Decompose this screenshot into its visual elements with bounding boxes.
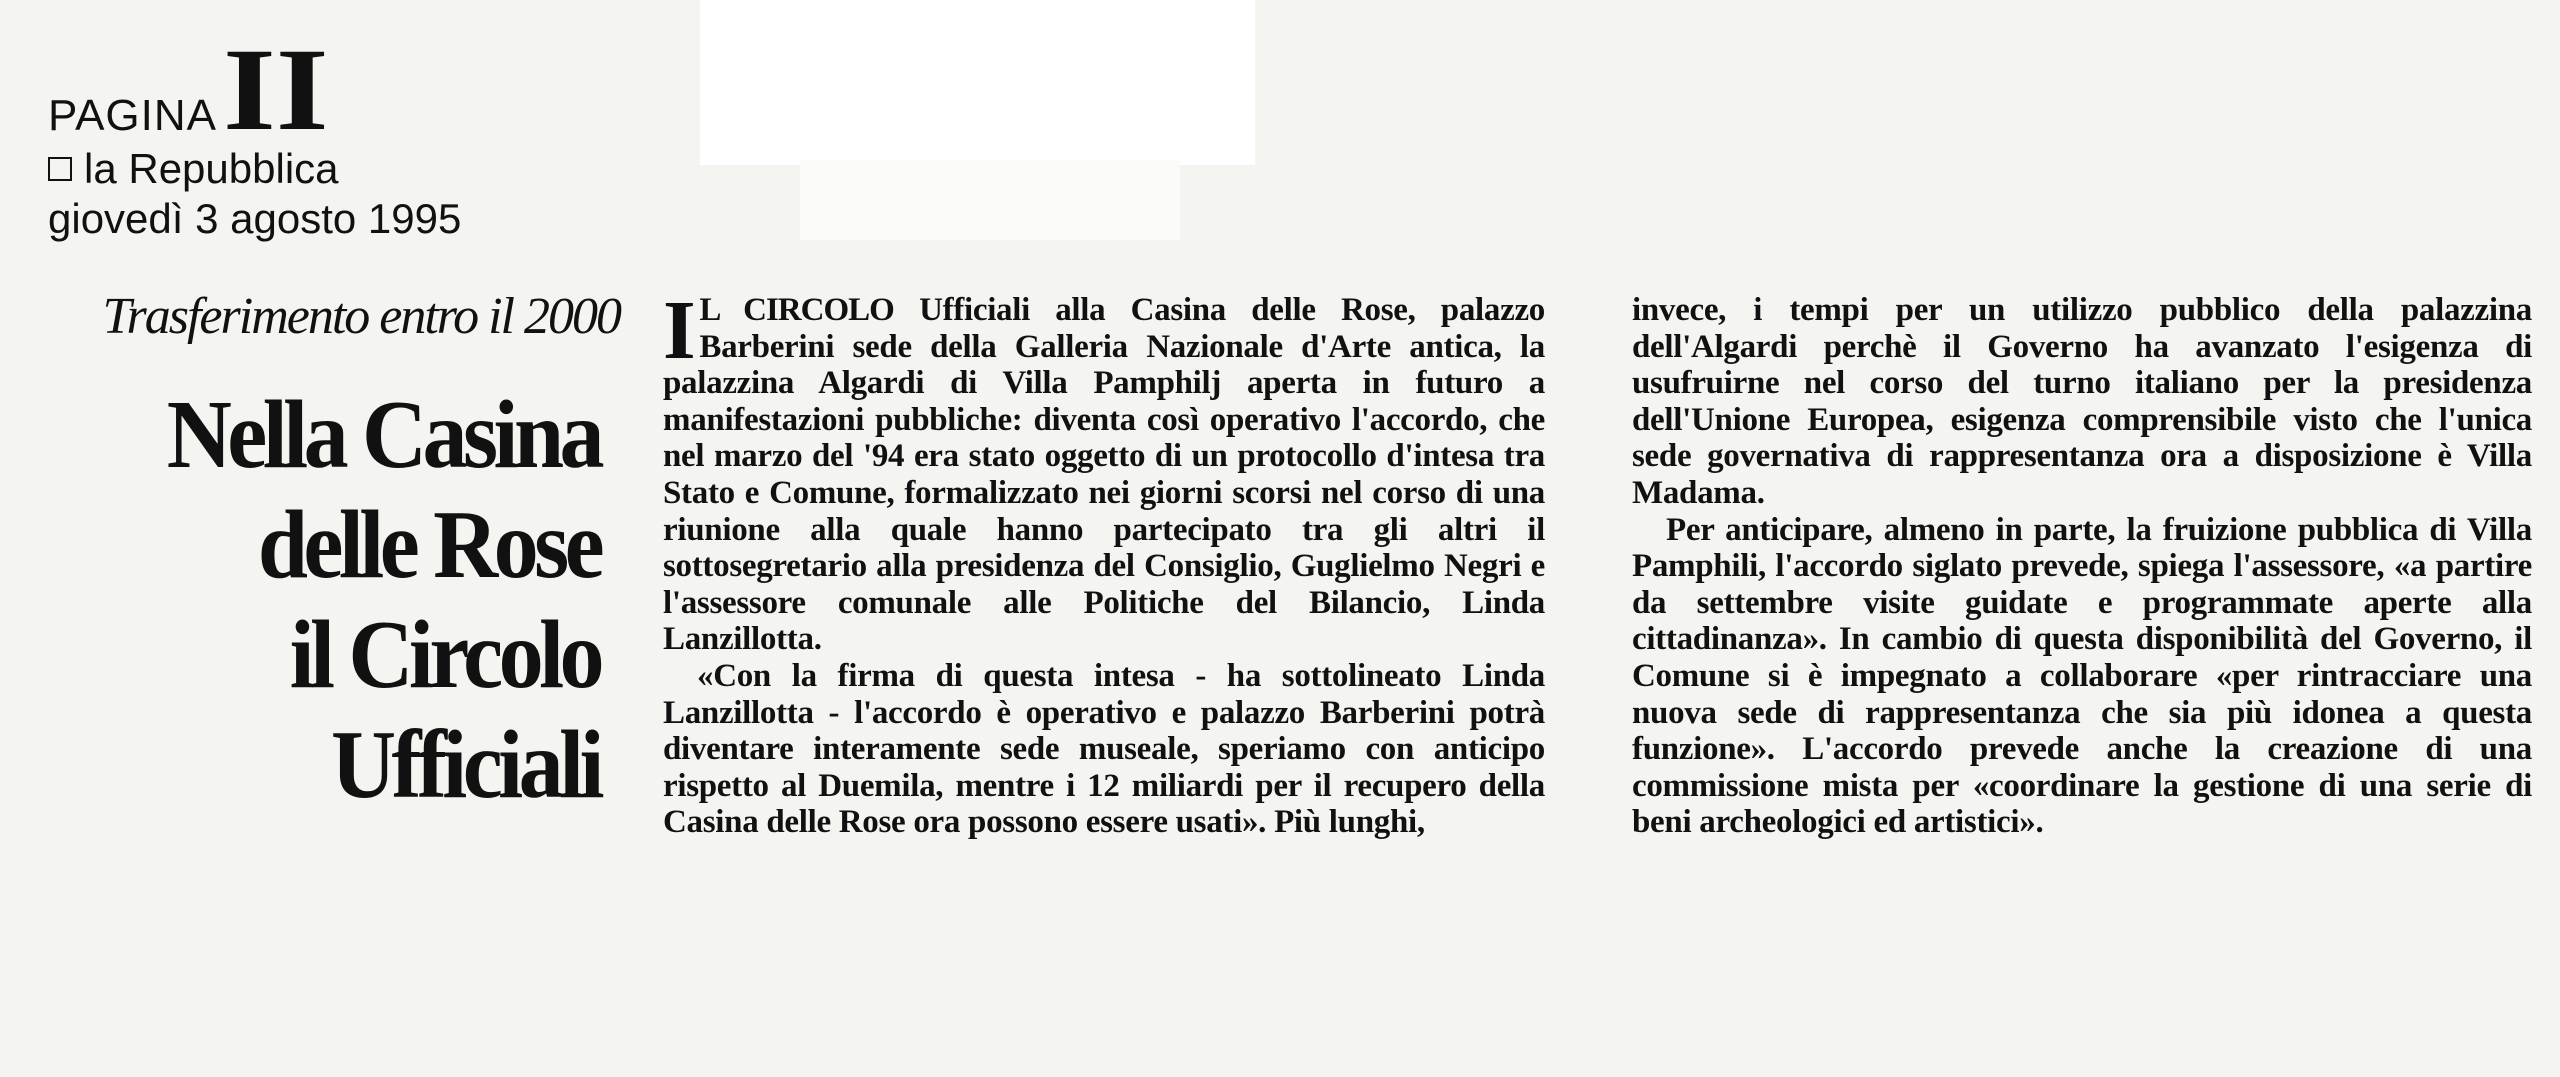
page-indicator xyxy=(48,23,608,155)
article-paragraph: «Con la firma di questa intesa - ha sottolineato Linda Lanzillotta - l'accordo è operativo e palazzo Barberini potrà diventare interamente sede museale, speriamo con anticipo rispetto al Duemila, mentre i 12 miliardi per il recupero della Casina delle Rose ora possono essere usati». Più lunghi, xyxy=(663,657,1545,841)
headline-line-4: Ufficiali xyxy=(330,711,600,819)
headline-line-1: Nella Casina xyxy=(166,381,600,489)
paragraph-text: Ufficiali alla Casina delle Rose, palazzo Barberini sede della Galleria Nazionale d'Arte antica, la palazzina Algardi di Villa Pamphilj aperta in futuro a manifestazioni pubbliche: diventa così operativo l'accordo, che nel marzo del '94 era stato oggetto di un protocollo d'intesa tra Stato e Comune, formalizzato nei giorni scorsi nel corso di una riunione alla quale hanno partecipato tra gli altri il sottosegretario alla presidenza del Consiglio, Guglielmo Negri e l'assessore comunale alle Politiche del Bilancio, Linda Lanzillotta. xyxy=(663,292,1546,658)
article-column-2 xyxy=(1632,292,2532,841)
headline-line-3: il Circolo xyxy=(289,601,600,709)
headline xyxy=(20,380,600,820)
masthead xyxy=(48,23,608,244)
article-paragraph xyxy=(663,284,1546,658)
publication-date: giovedì 3 agosto 1995 xyxy=(48,195,462,242)
kicker: Trasferimento entro il 2000 xyxy=(102,288,620,345)
newspaper-name: la Repubblica xyxy=(84,145,339,192)
page-number: II xyxy=(223,23,329,155)
blank-area xyxy=(700,0,1255,165)
drop-cap: I xyxy=(663,284,696,377)
blank-area-lower xyxy=(800,160,1180,240)
lead-in: L CIRCOLO xyxy=(699,292,894,328)
square-bullet-icon xyxy=(48,157,72,181)
article-paragraph: Per anticipare, almeno in parte, la fruizione pubblica di Villa Pamphili, l'accordo siglato prevede, spiega l'assessore, «a partire da settembre visite guidate e programmate aperte alla cittadinanza». In cambio di questa disponibilità del Governo, il Comune si è impegnato a collaborare «per rintracciare una nuova sede di rappresentanza che sia più idonea a questa funzione». L'accordo prevede anche la creazione di una commissione mista per «coordinare la gestione di una serie di beni archeologici ed artistici». xyxy=(1632,511,2532,841)
page-label: PAGINA xyxy=(48,91,218,140)
article-column-1 xyxy=(663,284,1546,841)
article-paragraph: invece, i tempi per un utilizzo pubblico della palazzina dell'Algardi perchè il Governo ha avanzato l'esigenza di usufruirne nel corso del turno italiano per la presidenza dell'Unione Europea, esigenza comprensibile visto che l'unica sede governativa di rappresentanza ora a disposizione è Villa Madama. xyxy=(1632,292,2532,511)
headline-line-2: delle Rose xyxy=(257,491,600,599)
